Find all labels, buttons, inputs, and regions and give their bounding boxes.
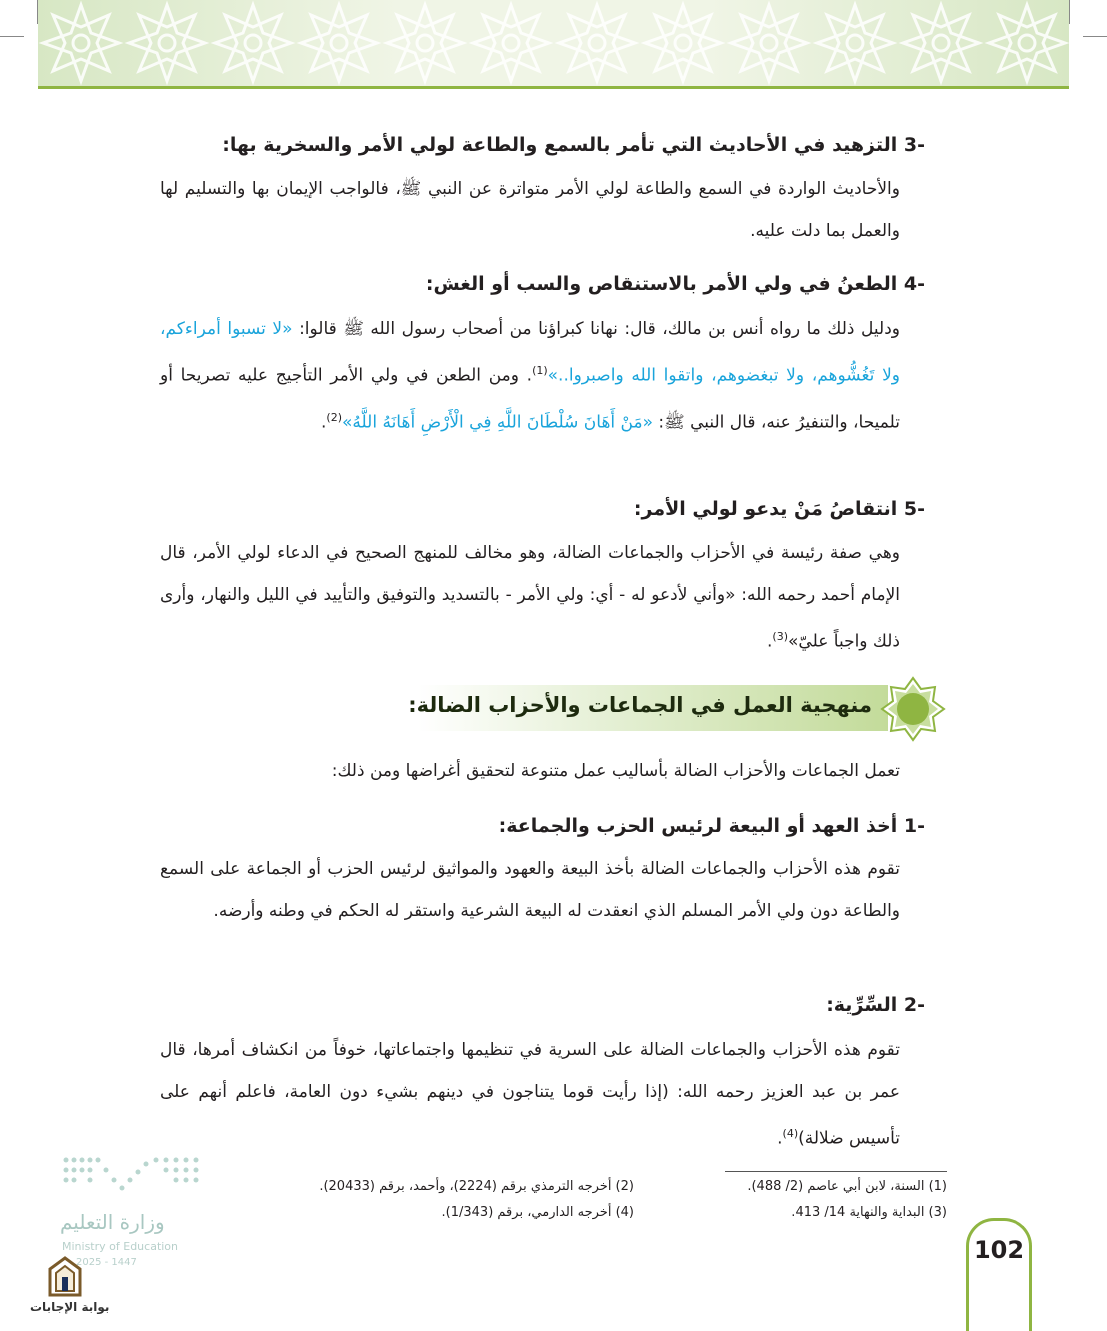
footnote-ref: (1) xyxy=(532,364,548,377)
item-number: -4 xyxy=(903,273,925,295)
item-number: -5 xyxy=(903,498,925,520)
item-3-text: والأحاديث الواردة في السمع والطاعة لولي الأمر متواترة عن النبي ﷺ، فالواجب الإيمان بها والتسليم لها والعمل بما دلت عليه. xyxy=(160,179,900,241)
ministry-name-ar: وزارة التعليم xyxy=(60,1210,165,1234)
hadith-quote: «لا تسبوا أمراءكم، ولا تَغُشُّوهم، ولا تبغضوهم، واتقوا الله واصبروا..» xyxy=(160,319,900,386)
ministry-year: 2025 - 1447 xyxy=(76,1257,137,1268)
method-2-text xyxy=(160,1029,900,1160)
item-5-heading xyxy=(634,498,925,520)
footnote-2: (2) أخرجه الترمذي برقم (2224)، وأحمد، برقم (20433). xyxy=(319,1179,634,1194)
item-number: -3 xyxy=(903,134,925,156)
portal-logo-icon xyxy=(42,1255,88,1301)
paragraph-text: . xyxy=(321,412,327,433)
method-1-heading xyxy=(499,815,925,837)
page-number: 102 xyxy=(973,1236,1025,1264)
section-intro: تعمل الجماعات والأحزاب الضالة بأساليب عمل متنوعة لتحقيق أغراضها ومن ذلك: xyxy=(331,761,900,781)
item-number: -1 xyxy=(903,815,925,837)
item-title: أخذ العهد أو البيعة لرئيس الحزب والجماعة: xyxy=(498,815,898,837)
crop-mark xyxy=(1083,36,1107,37)
footnote-divider xyxy=(725,1171,947,1172)
page-number-tab xyxy=(966,1218,1032,1331)
header-banner xyxy=(38,0,1069,86)
item-number: -2 xyxy=(903,994,925,1016)
paragraph-text: . xyxy=(767,631,773,652)
method-2-heading xyxy=(826,994,925,1016)
item-3-heading xyxy=(222,134,925,156)
item-4-text xyxy=(160,308,900,443)
item-title: السِّرِّية: xyxy=(826,994,898,1016)
method-1-text: تقوم هذه الأحزاب والجماعات الضالة بأخذ البيعة والعهود والمواثيق لرئيس الحزب أو الجماعة على السمع والطاعة دون ولي الأمر المسلم الذي انعقدت له البيعة الشرعية واستقر له الحكم في وطنه وأرضه. xyxy=(160,859,900,921)
footnote-ref: (2) xyxy=(326,410,342,424)
footnote-4: (4) أخرجه الدارمي، برقم (1/343). xyxy=(441,1205,634,1220)
portal-watermark: بوابة الإجابات xyxy=(30,1300,110,1314)
footnote-ref: (3) xyxy=(772,630,789,643)
banner-rule xyxy=(38,86,1069,89)
paragraph-text: . ومن الطعن في ولي الأمر التأجيج عليه تصريحا أو تلميحا، والتنفيرُ عنه، قال النبي ﷺ: xyxy=(160,365,900,433)
footnote-ref: (4) xyxy=(782,1127,799,1140)
paragraph-text: وهي صفة رئيسة في الأحزاب والجماعات الضالة، وهو مخالف للمنهج الصحيح في الدعاء لولي الأمر، قال الإمام أحمد رحمه الله: «وأني لأدعو له - أي: ولي الأمر - بالتسديد والتوفيق والتأييد في الليل والنهار، وأرى ذلك واجباً عليّ» xyxy=(160,543,900,652)
footnote-1: (1) السنة، لابن أبي عاصم (2/ 488). xyxy=(747,1179,947,1194)
crop-mark xyxy=(0,36,24,37)
ministry-name-en: Ministry of Education xyxy=(62,1240,179,1253)
item-title: التزهيد في الأحاديث التي تأمر بالسمع والطاعة لولي الأمر والسخرية بها: xyxy=(222,134,898,156)
section-title: منهجية العمل في الجماعات والأحزاب الضالة: xyxy=(408,693,872,717)
section-badge-icon xyxy=(880,676,946,742)
paragraph-text: ودليل ذلك ما رواه أنس بن مالك، قال: نهانا كبراؤنا من أصحاب رسول الله ﷺ قالوا: xyxy=(292,319,900,339)
item-title: الطعنُ في ولي الأمر بالاستنقاص والسب أو الغش: xyxy=(425,273,898,295)
item-4-heading xyxy=(426,273,925,295)
paragraph-text: . xyxy=(777,1128,783,1149)
hadith-quote: «مَنْ أَهَانَ سُلْطَانَ اللَّهِ فِي الْأَرْضِ أَهَانَهُ اللَّهُ» xyxy=(342,412,653,433)
item-5-text xyxy=(160,532,900,663)
ministry-logo-icon xyxy=(60,1150,210,1205)
item-title: انتقاصُ مَنْ يدعو لولي الأمر: xyxy=(633,498,898,520)
footnote-3: (3) البداية والنهاية 14/ 413. xyxy=(791,1205,947,1220)
paragraph-text: تقوم هذه الأحزاب والجماعات الضالة على السرية في تنظيمها واجتماعاتها، خوفاً من انكشاف أمرها، قال عمر بن عبد العزيز رحمه الله: (إذا رأيت قوما يتناجون في دينهم بشيء دون العامة، فاعلم أنهم على تأسيس ضلالة) xyxy=(160,1040,900,1149)
crop-mark xyxy=(1069,0,1070,24)
